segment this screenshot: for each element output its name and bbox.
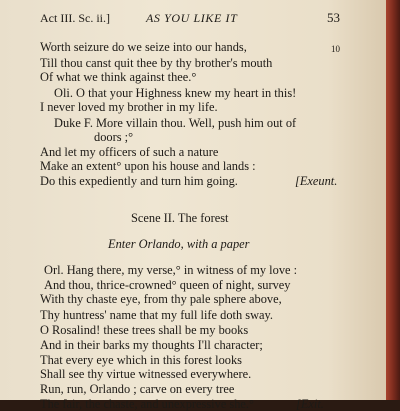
text-line: doors ;° [94, 130, 134, 144]
text-line: With thy chaste eye, from thy pale sphere above, [40, 292, 282, 306]
scene-heading: Scene II. The forest [131, 211, 229, 225]
text-line: And in their barks my thoughts I'll character; [40, 338, 263, 352]
page-number: 53 [327, 10, 340, 25]
text-line: Thy huntress' name that my full life doth sway. [40, 308, 274, 322]
text-line: Till thou canst quit thee by thy brother's mouth [40, 56, 273, 70]
text-line: Orl. Hang there, my verse,° in witness of my love : [44, 263, 298, 277]
text-line: That every eye which in this forest looks [40, 353, 242, 367]
text-line: Of what we think against thee.° [40, 70, 197, 84]
text-line: Shall see thy virtue witnessed everywhere. [40, 367, 252, 381]
text-line: And let my officers of such a nature [40, 145, 219, 159]
running-head-act: Act III. Sc. ii.] [40, 11, 110, 25]
text-line: And thou, thrice-crowned° queen of night, survey [44, 278, 291, 292]
line-number: 10 [331, 44, 340, 54]
text-line: Duke F. More villain thou. Well, push him out of [54, 116, 297, 130]
running-head-title: AS YOU LIKE IT [146, 11, 238, 25]
stage-direction: [Exeunt. [295, 174, 338, 188]
stage-direction: Enter Orlando, with a paper [108, 237, 250, 251]
stage-direction: [Exit. [296, 397, 324, 411]
text-line: Worth seizure do we seize into our hands, [40, 40, 247, 54]
text-line: O Rosalind! these trees shall be my books [40, 323, 249, 337]
text-line: I never loved my brother in my life. [40, 100, 218, 114]
text-line: Run, run, Orlando ; carve on every tree [40, 382, 235, 396]
text-line: Make an extent° upon his house and lands : [40, 159, 256, 173]
text-line: Oli. O that your Highness knew my heart in this! [54, 86, 297, 100]
text-line: The fair, the chaste, and unexpressive she.° [40, 397, 254, 411]
book-binding [386, 0, 400, 400]
text-line: Do this expediently and turn him going. [40, 174, 238, 188]
